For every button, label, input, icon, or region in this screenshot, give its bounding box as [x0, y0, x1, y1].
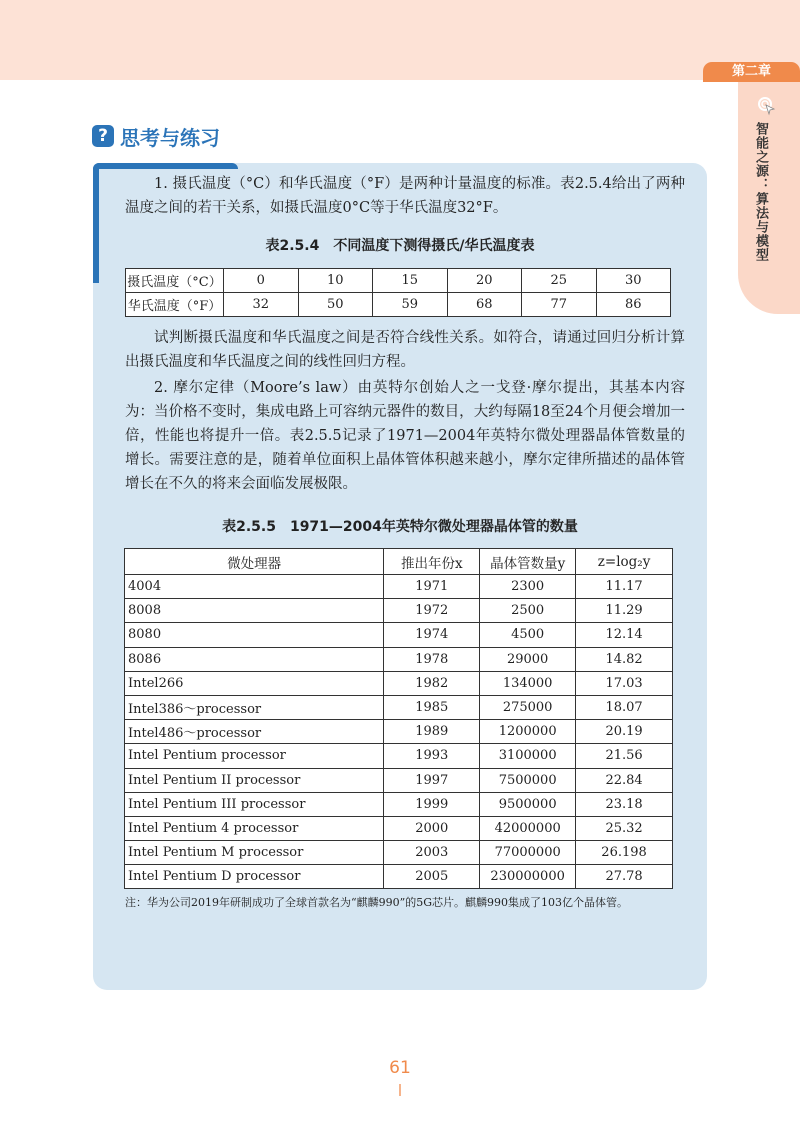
log-cell: 27.78 — [576, 865, 673, 889]
table-cell: 0 — [224, 269, 299, 293]
table-row — [125, 816, 673, 840]
processor-cell: 8008 — [125, 599, 384, 623]
processor-cell: Intel Pentium II processor — [125, 768, 384, 792]
processor-cell: Intel Pentium 4 processor — [125, 816, 384, 840]
chapter-tabs — [525, 62, 800, 82]
count-cell: 134000 — [480, 671, 576, 695]
log-cell: 20.19 — [576, 720, 673, 744]
count-cell: 29000 — [480, 647, 576, 671]
panel-accent-top — [93, 163, 238, 169]
side-chapter-title: 智能之源：算法与模型 — [753, 122, 768, 262]
table-cell: 30 — [596, 269, 671, 293]
table-2-5-4-caption: 表2.5.4 不同温度下测得摄氏/华氏温度表 — [265, 238, 535, 254]
year-cell: 1972 — [384, 599, 480, 623]
count-cell: 2500 — [480, 599, 576, 623]
count-cell: 4500 — [480, 623, 576, 647]
table-row — [125, 841, 673, 865]
table-cell: 68 — [447, 293, 522, 317]
table-row — [125, 599, 673, 623]
fahrenheit-row — [126, 293, 671, 317]
year-cell: 2000 — [384, 816, 480, 840]
year-cell: 2003 — [384, 841, 480, 865]
processor-cell: Intel Pentium D processor — [125, 865, 384, 889]
exercise-1-text: 1. 摄氏温度（°C）和华氏温度（°F）是两种计量温度的标准。表2.5.4给出了两种温度之间的若干关系，如摄氏温度0°C等于华氏温度32°F。 — [125, 176, 685, 216]
header-processor: 微处理器 — [125, 549, 384, 575]
log-cell: 25.32 — [576, 816, 673, 840]
header-log: z=log₂y — [576, 549, 673, 575]
count-cell: 1200000 — [480, 720, 576, 744]
count-cell: 7500000 — [480, 768, 576, 792]
table-cell: 59 — [373, 293, 448, 317]
table-cell: 25 — [522, 269, 597, 293]
section-title: 思考与练习 — [120, 125, 220, 150]
count-cell: 3100000 — [480, 744, 576, 768]
year-cell: 1997 — [384, 768, 480, 792]
exercise-2-text: 2. 摩尔定律（Moore’s law）由英特尔创始人之一戈登·摩尔提出，其基本内容为：当价格不变时，集成电路上可容纳元器件的数目，大约每隔18至24个月便会增加一倍，性能也将提升一倍。表2.5.5记录了1971—2004年英特尔微处理器晶体管数量的增长。需要注意的是，随着单位面积上晶体管体积越来越小，摩尔定律所描述的晶体管增长在不久的将来会面临发展极限。 — [125, 380, 685, 492]
table-header-row — [125, 549, 673, 575]
count-cell: 2300 — [480, 575, 576, 599]
chapter-label: 第二章 — [703, 62, 800, 82]
year-cell: 1982 — [384, 671, 480, 695]
processor-cell: 8086 — [125, 647, 384, 671]
celsius-row — [126, 269, 671, 293]
table-cell: 10 — [298, 269, 373, 293]
count-cell: 230000000 — [480, 865, 576, 889]
table-cell: 86 — [596, 293, 671, 317]
table-row — [125, 671, 673, 695]
count-cell: 42000000 — [480, 816, 576, 840]
log-cell: 18.07 — [576, 695, 673, 719]
log-cell: 12.14 — [576, 623, 673, 647]
exercise-1-question: 试判断摄氏温度和华氏温度之间是否符合线性关系。如符合，请通过回归分析计算出摄氏温度和华氏温度之间的线性回归方程。 — [125, 330, 685, 370]
log-cell: 23.18 — [576, 792, 673, 816]
table-row — [125, 623, 673, 647]
year-cell: 1974 — [384, 623, 480, 647]
year-cell: 1971 — [384, 575, 480, 599]
processor-cell: Intel266 — [125, 671, 384, 695]
table-cell: 15 — [373, 269, 448, 293]
page-number-marker — [399, 1084, 401, 1096]
table-cell: 32 — [224, 293, 299, 317]
table-row — [125, 647, 673, 671]
table-row — [125, 720, 673, 744]
table-cell: 20 — [447, 269, 522, 293]
question-icon: ? — [92, 125, 114, 147]
table-row — [125, 575, 673, 599]
table-row — [125, 792, 673, 816]
table-note: 注：华为公司2019年研制成功了全球首款名为“麒麟990”的5G芯片。麒麟990集成了103亿个晶体管。 — [125, 896, 629, 909]
table-row — [125, 768, 673, 792]
log-cell: 11.17 — [576, 575, 673, 599]
count-cell: 77000000 — [480, 841, 576, 865]
count-cell: 275000 — [480, 695, 576, 719]
processor-cell: 8080 — [125, 623, 384, 647]
transistor-table-body — [125, 575, 673, 889]
panel-accent-left — [93, 163, 99, 283]
table-cell: 50 — [298, 293, 373, 317]
transistor-table — [124, 548, 673, 889]
processor-cell: Intel486～processor — [125, 720, 384, 744]
header-year: 推出年份x — [384, 549, 480, 575]
table-row — [125, 695, 673, 719]
log-cell: 11.29 — [576, 599, 673, 623]
log-cell: 14.82 — [576, 647, 673, 671]
year-cell: 1985 — [384, 695, 480, 719]
count-cell: 9500000 — [480, 792, 576, 816]
section-heading — [92, 124, 220, 148]
processor-cell: 4004 — [125, 575, 384, 599]
log-cell: 17.03 — [576, 671, 673, 695]
log-cell: 21.56 — [576, 744, 673, 768]
year-cell: 1993 — [384, 744, 480, 768]
year-cell: 1999 — [384, 792, 480, 816]
page-number: 61 — [389, 1058, 411, 1078]
header-transistors: 晶体管数量y — [480, 549, 576, 575]
year-cell: 1989 — [384, 720, 480, 744]
processor-cell: Intel Pentium processor — [125, 744, 384, 768]
fahrenheit-label: 华氏温度（°F） — [126, 293, 224, 317]
celsius-label: 摄氏温度（°C） — [126, 269, 224, 293]
table-row — [125, 865, 673, 889]
year-cell: 2005 — [384, 865, 480, 889]
table-cell: 77 — [522, 293, 597, 317]
log-cell: 22.84 — [576, 768, 673, 792]
processor-cell: Intel Pentium III processor — [125, 792, 384, 816]
table-row — [125, 744, 673, 768]
temperature-table — [125, 268, 671, 317]
year-cell: 1978 — [384, 647, 480, 671]
table-2-5-5-caption: 表2.5.5 1971—2004年英特尔微处理器晶体管的数量 — [222, 519, 578, 535]
log-cell: 26.198 — [576, 841, 673, 865]
processor-cell: Intel386～processor — [125, 695, 384, 719]
processor-cell: Intel Pentium M processor — [125, 841, 384, 865]
cursor-click-icon — [756, 95, 778, 117]
